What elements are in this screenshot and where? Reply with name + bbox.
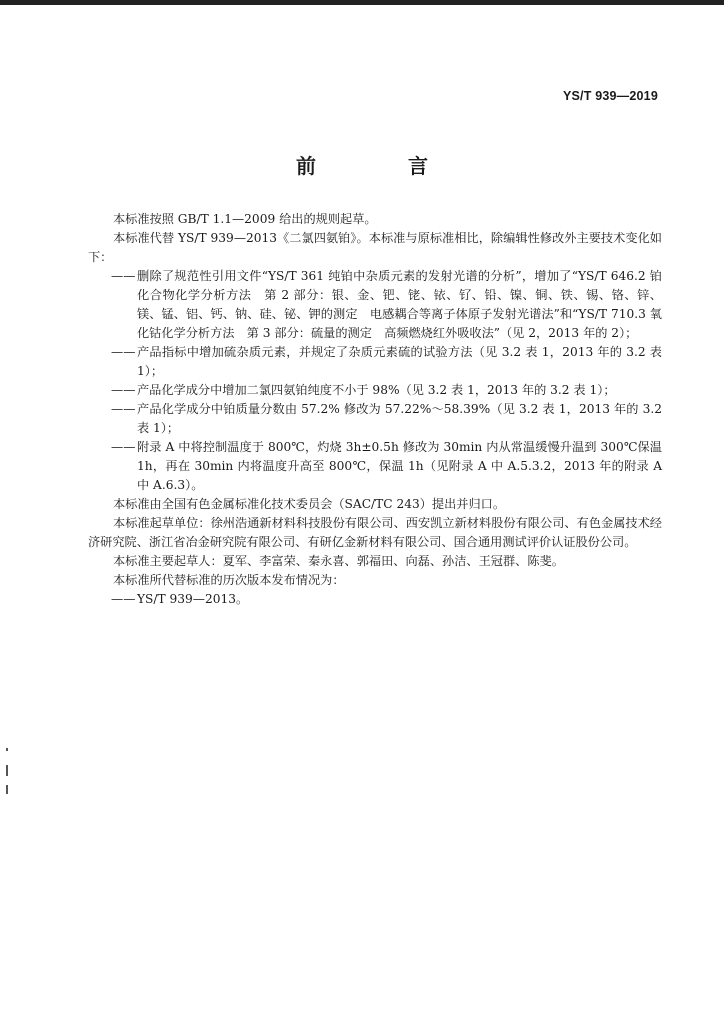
document-body xyxy=(88,210,662,609)
list-item-text: 产品化学成分中铂质量分数由 57.2% 修改为 57.22%～58.39%（见 3.2 表 1，2013 年的 3.2 表 1）； xyxy=(137,402,662,435)
standard-code: YS/T 939—2019 xyxy=(562,89,658,103)
paragraph: 本标准主要起草人：夏军、李富荣、秦永喜、郭福田、向磊、孙洁、王冠群、陈斐。 xyxy=(113,554,564,568)
list-dash: —— xyxy=(111,440,136,454)
list-dash: —— xyxy=(111,592,136,606)
history-item xyxy=(88,590,662,609)
top-border-rule xyxy=(0,0,724,5)
paragraph: 本标准代替 YS/T 939—2013《二氯四氨铂》。本标准与原标准相比，除编辑性修改外主要技术变化如下： xyxy=(88,231,662,264)
list-item xyxy=(88,267,662,343)
list-dash: —— xyxy=(111,402,136,416)
list-item-text: 附录 A 中将控制温度于 800℃，灼烧 3h±0.5h 修改为 30min 内从常温缓慢升温到 300℃保温 1h，再在 30min 内将温度升高至 800℃，保温 1h（见附录 A 中 A.5.3.2，2013 年的附录 A 中 A.6.3）。 xyxy=(137,440,662,492)
list-dash: —— xyxy=(111,345,136,359)
list-item xyxy=(88,381,662,400)
paragraph: 本标准起草单位：徐州浩通新材料科技股份有限公司、西安凯立新材料股份有限公司、有色金属技术经济研究院、浙江省冶金研究院有限公司、有研亿金新材料有限公司、国合通用测试评价认证股份公司。 xyxy=(88,516,662,549)
list-dash: —— xyxy=(111,269,136,283)
page-title: 前 言 xyxy=(296,154,464,178)
list-item-text: 删除了规范性引用文件“YS/T 361 纯铂中杂质元素的发射光谱的分析”，增加了“YS/T 646.2 铂化合物化学分析方法 第 2 部分：银、金、钯、铑、铱、钌、铅、镍、铜、铁、锡、铬、锌、镁、锰、铝、钙、钠、硅、铋、钾的测定 电感耦合等离子体原子发射光谱法”和“YS/T 710.3 氧化钴化学分析方法 第 3 部分：硫量的测定 高频燃烧红外吸收法”（见 2，2013 年的 2）； xyxy=(137,269,662,340)
list-item xyxy=(88,400,662,438)
list-item xyxy=(88,343,662,381)
history-item-text: YS/T 939—2013。 xyxy=(137,592,249,606)
list-item xyxy=(88,438,662,495)
list-item-text: 产品指标中增加硫杂质元素，并规定了杂质元素硫的试验方法（见 3.2 表 1，2013 年的 3.2 表 1）； xyxy=(137,345,662,378)
paragraph: 本标准所代替标准的历次版本发布情况为： xyxy=(113,573,345,587)
paragraph: 本标准由全国有色金属标准化技术委员会（SAC/TC 243）提出并归口。 xyxy=(113,497,506,511)
list-dash: —— xyxy=(111,383,136,397)
paragraph: 本标准按照 GB/T 1.1—2009 给出的规则起草。 xyxy=(113,212,377,226)
list-item-text: 产品化学成分中增加二氯四氨铂纯度不小于 98%（见 3.2 表 1，2013 年的 3.2 表 1）； xyxy=(137,383,616,397)
